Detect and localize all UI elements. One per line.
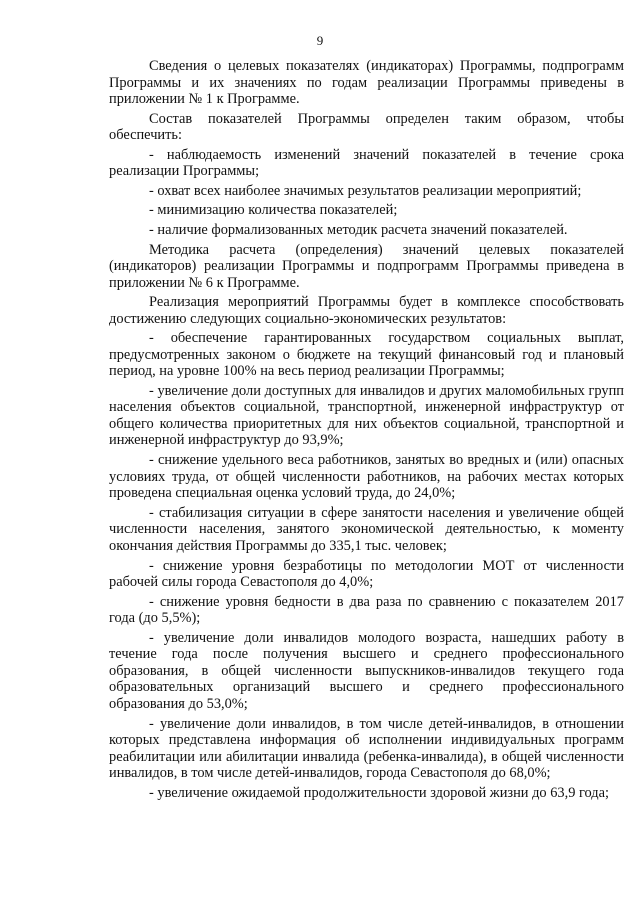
paragraph-expected-results: Реализация мероприятий Программы будет в комплексе способствовать достижению следующих социально-экономических результатов: bbox=[109, 294, 624, 327]
list-item-social-payments: - обеспечение гарантированных государством социальных выплат, предусмотренных законом о бюджете на текущий финансовый год и плановый период, на уровне 100% на весь период реализации Программы; bbox=[109, 330, 624, 380]
list-item-observability: - наблюдаемость изменений значений показателей в течение срока реализации Программы; bbox=[109, 146, 624, 179]
list-item-accessibility: - увеличение доли доступных для инвалидов и других маломобильных групп населения объектов социальной, транспортной, инженерной инфраструктур от общего количества приоритетных для них объектов социальной, транспортной и инженерной инфраструктур до 93,9%; bbox=[109, 382, 624, 449]
document-body bbox=[109, 58, 624, 804]
list-item-young-disabled-employment: - увеличение доли инвалидов молодого возраста, нашедших работу в течение года после получения высшего и среднего профессионального образования, в общей численности выпускников-инвалидов текущего года образовательных организаций высшего и среднего профессионального образования до 53,0%; bbox=[109, 629, 624, 712]
list-item-employment: - стабилизация ситуации в сфере занятости населения и увеличение общей численности населения, занятого экономической деятельностью, к моменту окончания действия Программы до 335,1 тыс. человек; bbox=[109, 504, 624, 554]
list-item-rehabilitation: - увеличение доли инвалидов, в том числе детей-инвалидов, в отношении которых представлена информация об исполнении индивидуальных программ реабилитации или абилитации инвалида (ребенка-инвалида), в общей численности инвалидов, в том числе детей-инвалидов, города Севастополя до 68,0%; bbox=[109, 715, 624, 782]
list-item-coverage: - охват всех наиболее значимых результатов реализации мероприятий; bbox=[149, 182, 582, 199]
paragraph-indicators-composition: Состав показателей Программы определен таким образом, чтобы обеспечить: bbox=[109, 110, 624, 143]
paragraph-indicators-info: Сведения о целевых показателях (индикаторах) Программы, подпрограмм Программы и их значениях по годам реализации Программы приведены в приложении № 1 к Программе. bbox=[109, 58, 624, 107]
list-item-minimization: - минимизацию количества показателей; bbox=[149, 202, 398, 219]
paragraph-methodology: Методика расчета (определения) значений целевых показателей (индикаторов) реализации Программы и подпрограмм Программы приведена в приложении № 6 к Программе. bbox=[109, 241, 624, 291]
list-item-methods: - наличие формализованных методик расчета значений показателей. bbox=[149, 222, 568, 239]
page-number: 9 bbox=[316, 33, 324, 48]
list-item-working-conditions: - снижение удельного веса работников, занятых во вредных и (или) опасных условиях труда, от общей численности работников, на рабочих местах которых проведена специальная оценка условий труда, до 24,0%; bbox=[109, 452, 624, 502]
list-item-unemployment: - снижение уровня безработицы по методологии МОТ от численности рабочей силы города Севастополя до 4,0%; bbox=[109, 557, 624, 590]
list-item-healthy-life: - увеличение ожидаемой продолжительности здоровой жизни до 63,9 года; bbox=[149, 784, 610, 801]
list-item-poverty: - снижение уровня бедности в два раза по сравнению с показателем 2017 года (до 5,5%); bbox=[109, 593, 624, 627]
